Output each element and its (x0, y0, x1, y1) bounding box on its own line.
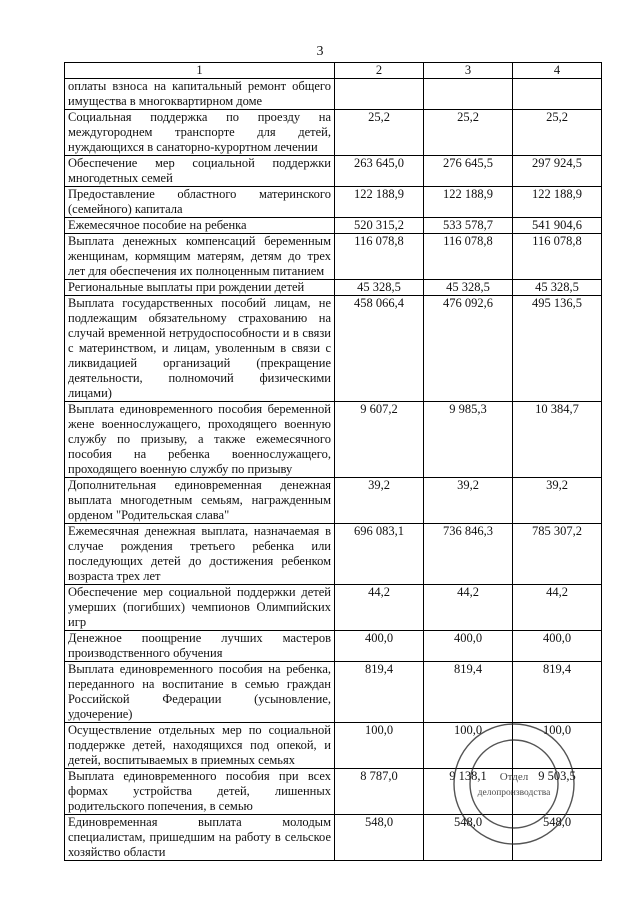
page-number: 3 (316, 44, 324, 59)
row-name: Выплата единовременного пособия беременной жене военнослужащего, проходящего военную службу по призыву, а также ежемесячного пособия на ребенка военнослужащего, проходящего военную службу по призыву (65, 402, 335, 478)
row-value-2: 122 188,9 (335, 187, 424, 218)
row-value-4: 548,0 (513, 815, 602, 861)
row-value-3: 533 578,7 (424, 218, 513, 234)
row-name: оплаты взноса на капитальный ремонт общего имущества в многоквартирном доме (65, 79, 335, 110)
row-value-4: 116 078,8 (513, 234, 602, 280)
row-name: Осуществление отдельных мер по социальной поддержке детей, находящихся под опекой, и детей, воспитываемых в приемных семьях (65, 723, 335, 769)
stamp-line-1: Отдел (499, 771, 529, 783)
row-value-3: 548,0 (424, 815, 513, 861)
row-value-2: 696 083,1 (335, 524, 424, 585)
row-name: Дополнительная единовременная денежная выплата многодетным семьям, награжденным орденом "Родительская слава" (65, 478, 335, 524)
row-value-4 (513, 79, 602, 110)
row-value-3: 400,0 (424, 631, 513, 662)
row-value-4: 10 384,7 (513, 402, 602, 478)
column-header-4: 4 (513, 63, 602, 79)
row-value-3: 25,2 (424, 110, 513, 156)
table-row (65, 110, 602, 156)
table-row (65, 234, 602, 280)
table-row (65, 218, 602, 234)
row-value-2: 45 328,5 (335, 280, 424, 296)
row-name: Обеспечение мер социальной поддержки детей умерших (погибших) чемпионов Олимпийских игр (65, 585, 335, 631)
row-value-3: 116 078,8 (424, 234, 513, 280)
row-value-2: 44,2 (335, 585, 424, 631)
row-value-3: 9 138,1 (424, 769, 513, 815)
row-name: Единовременная выплата молодым специалистам, пришедшим на работу в сельское хозяйство области (65, 815, 335, 861)
table-row (65, 524, 602, 585)
row-value-3 (424, 79, 513, 110)
row-name: Выплата денежных компенсаций беременным женщинам, кормящим матерям, детям до трех лет для обеспечения их полноценным питанием (65, 234, 335, 280)
row-value-3: 276 645,5 (424, 156, 513, 187)
row-value-3: 39,2 (424, 478, 513, 524)
row-name: Обеспечение мер социальной поддержки многодетных семей (65, 156, 335, 187)
table-row (65, 478, 602, 524)
row-name: Выплата единовременного пособия на ребенка, переданного на воспитание в семью граждан Российской Федерации (усыновление, удочерение) (65, 662, 335, 723)
row-value-2: 25,2 (335, 110, 424, 156)
column-header-3: 3 (424, 63, 513, 79)
row-value-2: 548,0 (335, 815, 424, 861)
row-value-2: 400,0 (335, 631, 424, 662)
row-value-4: 122 188,9 (513, 187, 602, 218)
row-value-3: 44,2 (424, 585, 513, 631)
row-value-4: 400,0 (513, 631, 602, 662)
row-name: Региональные выплаты при рождении детей (65, 280, 335, 296)
row-name: Выплата единовременного пособия при всех формах устройства детей, лишенных родительского попечения, в семью (65, 769, 335, 815)
row-value-2: 39,2 (335, 478, 424, 524)
table-row (65, 280, 602, 296)
stamp-line-2: делопроизводства (477, 788, 551, 798)
row-value-3: 736 846,3 (424, 524, 513, 585)
row-value-3: 45 328,5 (424, 280, 513, 296)
table-row (65, 296, 602, 402)
column-header-2: 2 (335, 63, 424, 79)
row-value-4: 785 307,2 (513, 524, 602, 585)
row-value-2: 458 066,4 (335, 296, 424, 402)
row-value-4: 45 328,5 (513, 280, 602, 296)
row-value-2: 116 078,8 (335, 234, 424, 280)
row-name: Ежемесячная денежная выплата, назначаемая в случае рождения третьего ребенка или последующих детей до достижения ребенком возраста трех лет (65, 524, 335, 585)
table-header-row (65, 63, 602, 79)
row-value-4: 541 904,6 (513, 218, 602, 234)
row-value-2: 819,4 (335, 662, 424, 723)
table-row (65, 187, 602, 218)
row-value-2: 8 787,0 (335, 769, 424, 815)
row-value-4: 25,2 (513, 110, 602, 156)
row-value-4: 100,0 (513, 723, 602, 769)
row-name: Денежное поощрение лучших мастеров производственного обучения (65, 631, 335, 662)
table-row (65, 79, 602, 110)
row-value-2: 9 607,2 (335, 402, 424, 478)
row-value-4: 495 136,5 (513, 296, 602, 402)
row-value-2: 100,0 (335, 723, 424, 769)
row-value-4: 297 924,5 (513, 156, 602, 187)
office-stamp (452, 722, 576, 846)
row-value-3: 476 092,6 (424, 296, 513, 402)
table-row (65, 631, 602, 662)
table-row (65, 402, 602, 478)
row-name: Социальная поддержка по проезду на междугороднем транспорте для детей, нуждающихся в санаторно-курортном лечении (65, 110, 335, 156)
table-row (65, 662, 602, 723)
row-value-3: 100,0 (424, 723, 513, 769)
row-value-4: 819,4 (513, 662, 602, 723)
row-value-4: 9 503,5 (513, 769, 602, 815)
row-value-3: 819,4 (424, 662, 513, 723)
row-value-4: 39,2 (513, 478, 602, 524)
row-name: Выплата государственных пособий лицам, не подлежащим обязательному страхованию на случай временной нетрудоспособности и в связи с материнством, и лицам, уволенным в связи с ликвидацией организаций (прекращение деятельности, полномочий физическими лицами) (65, 296, 335, 402)
row-value-2 (335, 79, 424, 110)
row-value-3: 122 188,9 (424, 187, 513, 218)
row-name: Предоставление областного материнского (семейного) капитала (65, 187, 335, 218)
row-value-2: 263 645,0 (335, 156, 424, 187)
row-value-3: 9 985,3 (424, 402, 513, 478)
row-value-4: 44,2 (513, 585, 602, 631)
table-row (65, 585, 602, 631)
row-value-2: 520 315,2 (335, 218, 424, 234)
column-header-1: 1 (65, 63, 335, 79)
row-name: Ежемесячное пособие на ребенка (65, 218, 335, 234)
table-row (65, 156, 602, 187)
